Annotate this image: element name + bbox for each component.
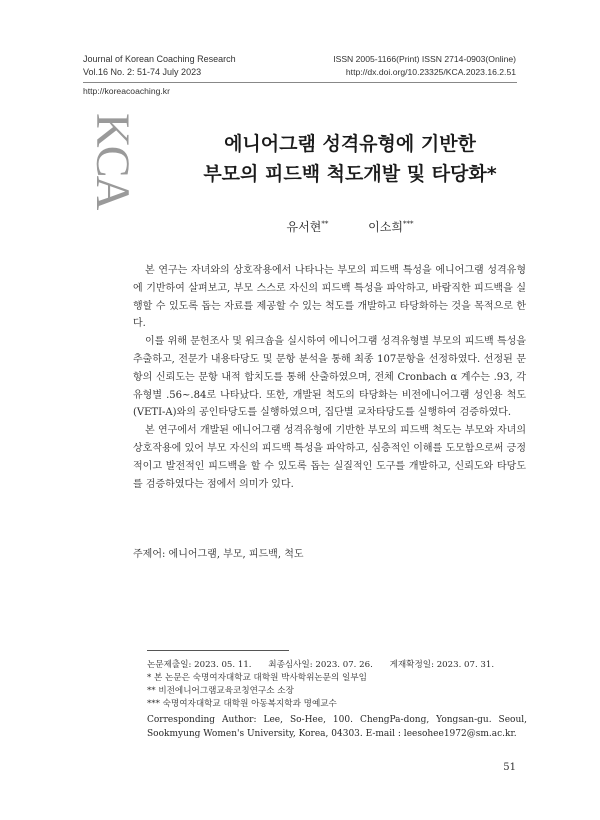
journal-header-left bbox=[83, 53, 236, 79]
journal-volume: Vol.16 No. 2: 51-74 July 2023 bbox=[83, 67, 202, 77]
abstract-paragraph: 본 연구에서 개발된 에니어그램 성격유형에 기반한 부모의 피드백 척도는 부모와 자녀의 상호작용에 있어 부모 자신의 피드백 특성을 파악하고, 심층적인 이해를 도모함으로써 긍정적이고 발전적인 피드백을 할 수 있도록 돕는 실질적인 도구를 개발하고, 신뢰도와 타당도를 검증하였다는 점에서 의미가 있다. bbox=[133, 425, 526, 490]
footnote: ** 비전에니어그램교육코칭연구소 소장 bbox=[147, 686, 294, 697]
doi-link[interactable]: http://dx.doi.org/10.23325/KCA.2023.16.2.51 bbox=[345, 67, 516, 77]
footnote-rule bbox=[147, 650, 289, 651]
author-name: 이소희 bbox=[368, 220, 403, 234]
author bbox=[368, 218, 413, 235]
author-mark: *** bbox=[402, 220, 414, 228]
date-accepted: 게재확정일: 2023. 07. 31. bbox=[389, 660, 495, 670]
abstract-paragraph: 본 연구는 자녀와의 상호작용에서 나타나는 부모의 피드백 특성을 에니어그램 성격유형에 기반하여 살펴보고, 부모 스스로 자신의 피드백 특성을 파악하고, 바람직한 피드백을 실행할 수 있도록 돕는 자료를 제공할 수 있는 척도를 개발하고 타당화하는 것을 목적으로 한다. bbox=[133, 265, 526, 330]
author bbox=[287, 218, 329, 235]
abstract-paragraph: 이를 위해 문헌조사 및 워크숍을 실시하여 에니어그램 성격유형별 부모의 피드백 특성을 추출하고, 전문가 내용타당도 및 문항 분석을 통해 최종 107문항을 선정하였다. 선정된 문항의 신뢰도는 문항 내적 합치도를 통해 산출하였으며, 전체 Cronbach α 계수는 .93, 각 유형별 .56~.84로 나타났다. 또한, 개발된 척도의 타당화는 비전에니어그램 성인용 척도(VETI-A)와의 공인타당도를 실행하였으며, 집단별 교차타당도를 실행하여 검증하였다. bbox=[133, 336, 526, 419]
date-reviewed: 최종심사일: 2023. 07. 26. bbox=[268, 660, 373, 670]
footnote: *** 숙명여자대학교 대학원 아동복지학과 명예교수 bbox=[147, 699, 337, 710]
footnote: * 본 논문은 숙명여자대학교 대학원 박사학위논문의 일부임 bbox=[147, 673, 367, 683]
author-list bbox=[195, 218, 505, 235]
date-submitted: 논문제출일: 2023. 05. 11. bbox=[147, 660, 252, 670]
page-number: 51 bbox=[503, 762, 516, 773]
submission-dates bbox=[147, 659, 527, 672]
author-mark: ** bbox=[321, 220, 329, 228]
author-name: 유서현 bbox=[286, 220, 322, 234]
kca-side-logo: KCA bbox=[86, 113, 139, 209]
header-rule bbox=[83, 82, 517, 83]
journal-header-right bbox=[333, 53, 516, 79]
corresponding-author: Corresponding Author: Lee, So-Hee, 100. ChengPa-dong, Yongsan-gu. Seoul, Sookmyung Women's University, Korea, 04303. E-mail : leesohee1972@sm.ac.kr. bbox=[147, 715, 527, 739]
paper-title-line2: 부모의 피드백 척도개발 및 타당화* bbox=[203, 163, 497, 185]
issn-line: ISSN 2005-1166(Print) ISSN 2714-0903(Online) bbox=[333, 54, 516, 64]
paper-title-line1: 에니어그램 성격유형에 기반한 bbox=[224, 133, 476, 155]
keywords: 주제어: 에니어그램, 부모, 피드백, 척도 bbox=[133, 549, 304, 560]
site-link[interactable]: http://koreacoaching.kr bbox=[83, 86, 170, 96]
abstract bbox=[133, 262, 526, 493]
footnote-notes bbox=[147, 672, 527, 712]
journal-name: Journal of Korean Coaching Research bbox=[83, 54, 236, 64]
